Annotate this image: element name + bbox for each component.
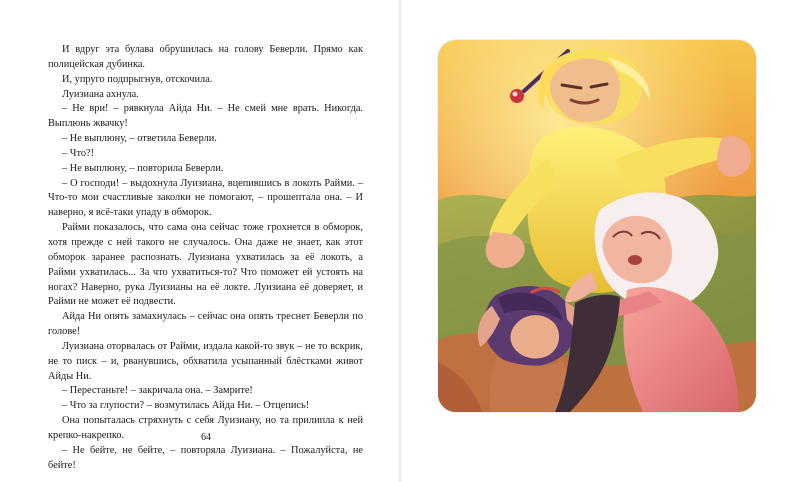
paragraph-2: И, упруго подпрыгнув, отскочила.	[62, 73, 213, 85]
paragraph-15: – Не бейте, не бейте, – повторяла Луизиана. – Пожалуйста, не бейте!	[48, 444, 363, 471]
paragraph-11: Луизиана оторвалась от Райми, издала какой-то звук – не то вскрик, не то писк – и, рванувшись, обхватила усыпанный блёстками живот Айды Ни.	[48, 340, 363, 382]
paragraph-10: Айда Ни опять замахнулась – сейчас она опять треснет Беверли по голове!	[48, 311, 363, 338]
book-illustration	[438, 40, 756, 412]
illustration-art	[438, 40, 756, 412]
page-text	[48, 43, 363, 473]
paragraph-7: – Не выплюну, – повторила Беверли.	[62, 162, 224, 174]
paragraph-1: И вдруг эта булава обрушилась на голову Беверли. Прямо как полицейская дубинка.	[48, 44, 363, 70]
page-number: 64	[201, 432, 211, 443]
paragraph-12: – Перестаньте! – закричала она. – Замрите!	[62, 385, 253, 397]
paragraph-13: – Что за глупости? – возмутилась Айда Ни. – Отцепись!	[62, 400, 310, 412]
paragraph-8: – О господи! – выдохнула Луизиана, вцепившись в локоть Райми. – Что-то мои счастливые заколки не помогают, – прошептала она. – И наверно, я всё-таки упаду в обморок.	[48, 177, 363, 219]
right-page	[400, 0, 800, 482]
paragraph-14: Она попыталась стряхнуть с себя Луизиану, но та прилипла к ней крепко-накрепко.	[48, 415, 363, 441]
paragraph-3: Луизиана ахнула.	[62, 88, 139, 100]
paragraph-5: – Не выплюну, – ответила Беверли.	[62, 133, 217, 145]
paragraph-4: – Не ври! – рявкнула Айда Ни. – Не смей мне врать. Никогда. Выплюнь жвачку!	[48, 103, 363, 130]
paragraph-9: Райми показалось, что сама она сейчас тоже грохнется в обморок, хотя прежде с ней такого не случалось. Она даже не знает, как этот обморок заранее распознать. Луизиана ухватилась за её локоть, а Райми ухватилась... За что ухватиться-то? Что поможет ей устоять на ногах? Наверно, рука Луизианы на её локте. Луизиана её доверяет, и Райми не может её подвести.	[48, 222, 363, 308]
paragraph-6: – Что?!	[62, 147, 95, 159]
